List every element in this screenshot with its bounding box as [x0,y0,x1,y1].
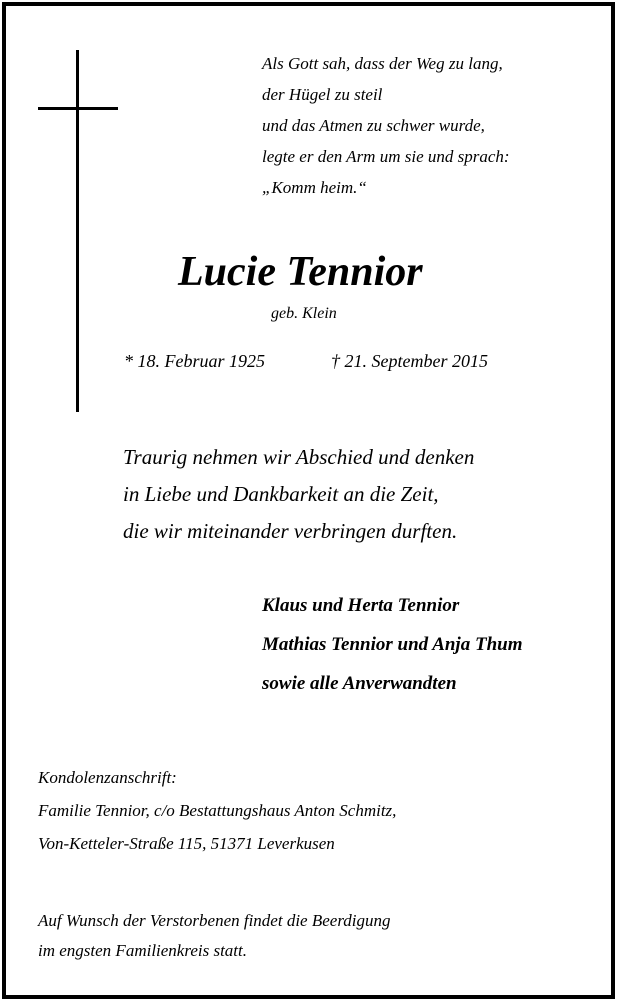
poem [262,48,510,203]
signer-line: sowie alle Anverwandten [262,673,457,694]
condolence-label: Kondolenzanschrift: [38,768,177,787]
condolence-line: Familie Tennior, c/o Bestattungshaus Anton Schmitz, [38,801,397,820]
mourning-text [123,439,474,550]
birth-name: geb. Klein [271,305,337,322]
poem-line: „Komm heim.“ [262,178,367,197]
birth-date: * 18. Februar 1925 [124,351,265,371]
signer-line: Klaus und Herta Tennior [262,595,460,616]
mourning-line: Traurig nehmen wir Abschied und denken [123,445,475,469]
signer-line: Mathias Tennior und Anja Thum [262,634,523,655]
obituary-frame [2,2,615,999]
condolence-address [38,761,396,860]
burial-note-line: Auf Wunsch der Verstorbenen findet die Beerdigung [38,911,391,930]
death-date: † 21. September 2015 [331,351,488,371]
poem-line: Als Gott sah, dass der Weg zu lang, [262,54,503,73]
cross-vertical-bar [76,50,79,412]
cross-horizontal-bar [38,107,118,110]
deceased-name: Lucie Tennior [178,249,423,295]
poem-line: legte er den Arm um sie und sprach: [262,147,510,166]
signers [262,586,522,703]
poem-line: und das Atmen zu schwer wurde, [262,116,485,135]
burial-note-line: im engsten Familienkreis statt. [38,941,248,960]
poem-line: der Hügel zu steil [262,85,383,104]
burial-note [38,906,391,966]
mourning-line: die wir miteinander verbringen durften. [123,519,458,543]
condolence-line: Von-Ketteler-Straße 115, 51371 Leverkusen [38,834,335,853]
mourning-line: in Liebe und Dankbarkeit an die Zeit, [123,482,439,506]
